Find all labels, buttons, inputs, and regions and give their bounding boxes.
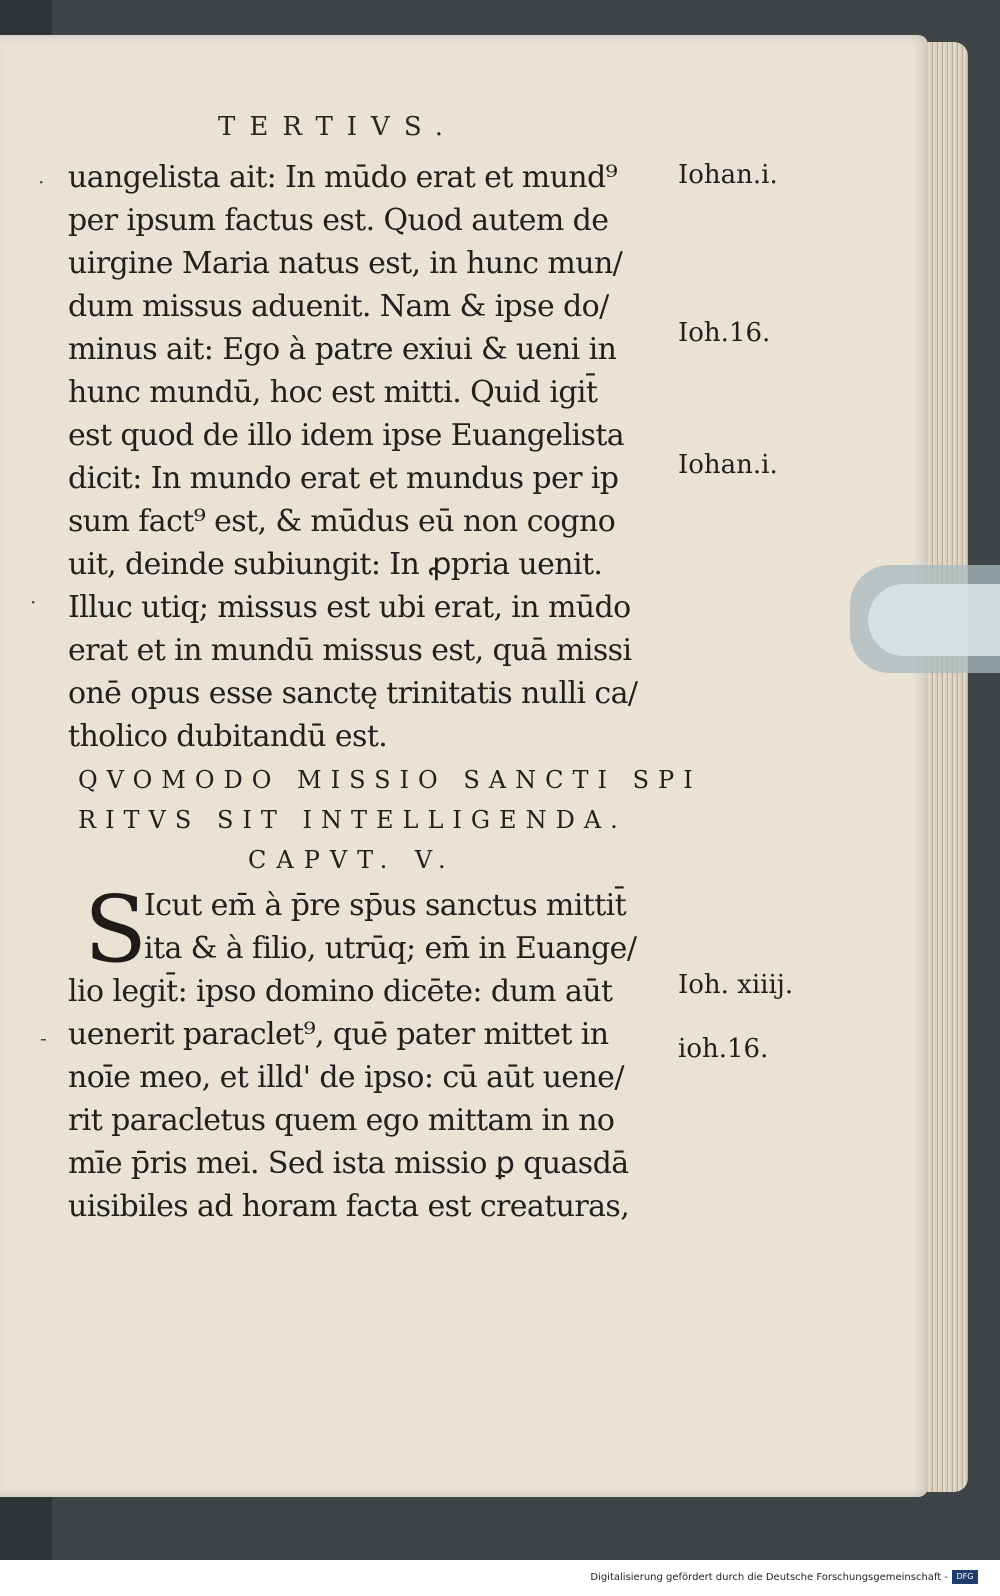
chapter-label: CAPVT. V. <box>248 846 456 874</box>
text-line: noīe meo, et illd' de ipso: cū aūt uene/ <box>68 1060 624 1095</box>
text-line: dum missus aduenit. Nam & ipse do/ <box>68 289 609 324</box>
text-line: Icut em̄ à p̄re sp̄us sanctus mittit̄ <box>144 888 627 923</box>
footer-credit: Digitalisierung gefördert durch die Deutsche Forschungsgemeinschaft - <box>590 1572 948 1583</box>
text-line: erat et in mundū missus est, quā missi <box>68 633 632 668</box>
text-line: Illuc utiq; missus est ubi erat, in mūdo <box>68 590 631 625</box>
text-line: uangelista ait: In mūdo erat et mund⁹ <box>68 160 618 195</box>
margin-mark: · <box>38 170 45 194</box>
text-line: rit paracletus quem ego mittam in no <box>68 1103 615 1138</box>
text-line: hunc mundū, hoc est mitti. Quid igit̄ <box>68 375 598 410</box>
margin-mark: · <box>30 590 37 614</box>
text-line: mīe p̄ris mei. Sed ista missio ꝑ quasdā <box>68 1146 629 1181</box>
running-head: TERTIVS. <box>218 112 457 142</box>
text-line: uirgine Maria natus est, in hunc mun/ <box>68 246 623 281</box>
drop-cap: S <box>84 876 148 983</box>
text-line: dicit: In mundo erat et mundus per ip <box>68 461 619 496</box>
text-line: est quod de illo idem ipse Euangelista <box>68 418 625 453</box>
text-line: onē opus esse sanctę trinitatis nulli ca/ <box>68 676 638 711</box>
text-line: uit, deinde subiungit: In ꝓpria uenit. <box>68 547 603 582</box>
text-line: sum fact⁹ est, & mūdus eū non cogno <box>68 504 616 539</box>
margin-note: Ioh. xiiij. <box>678 970 794 1000</box>
text-line: uisibiles ad horam facta est creaturas, <box>68 1189 630 1224</box>
section-heading-line: QVOMODO MISSIO SANCTI SPI <box>78 766 702 794</box>
page-clip-inner <box>868 584 1000 656</box>
margin-note: Iohan.i. <box>678 450 778 480</box>
text-line: lio legit̄: ipso domino dicēte: dum aūt <box>68 974 613 1009</box>
margin-note: Iohan.i. <box>678 160 778 190</box>
margin-note: Ioh.16. <box>678 318 771 348</box>
section-heading-line: RITVS SIT INTELLIGENDA. <box>78 806 627 834</box>
text-line: uenerit paraclet⁹, quē pater mittet in <box>68 1017 609 1052</box>
margin-note: ioh.16. <box>678 1034 769 1064</box>
text-line: per ipsum factus est. Quod autem de <box>68 203 609 238</box>
text-line: tholico dubitandū est. <box>68 719 388 754</box>
text-line: minus ait: Ego à patre exiui & ueni in <box>68 332 617 367</box>
margin-mark: - <box>40 1026 47 1050</box>
dfg-logo: DFG <box>952 1570 978 1584</box>
text-line: ita & à filio, utrūq; em̄ in Euange/ <box>144 931 637 966</box>
